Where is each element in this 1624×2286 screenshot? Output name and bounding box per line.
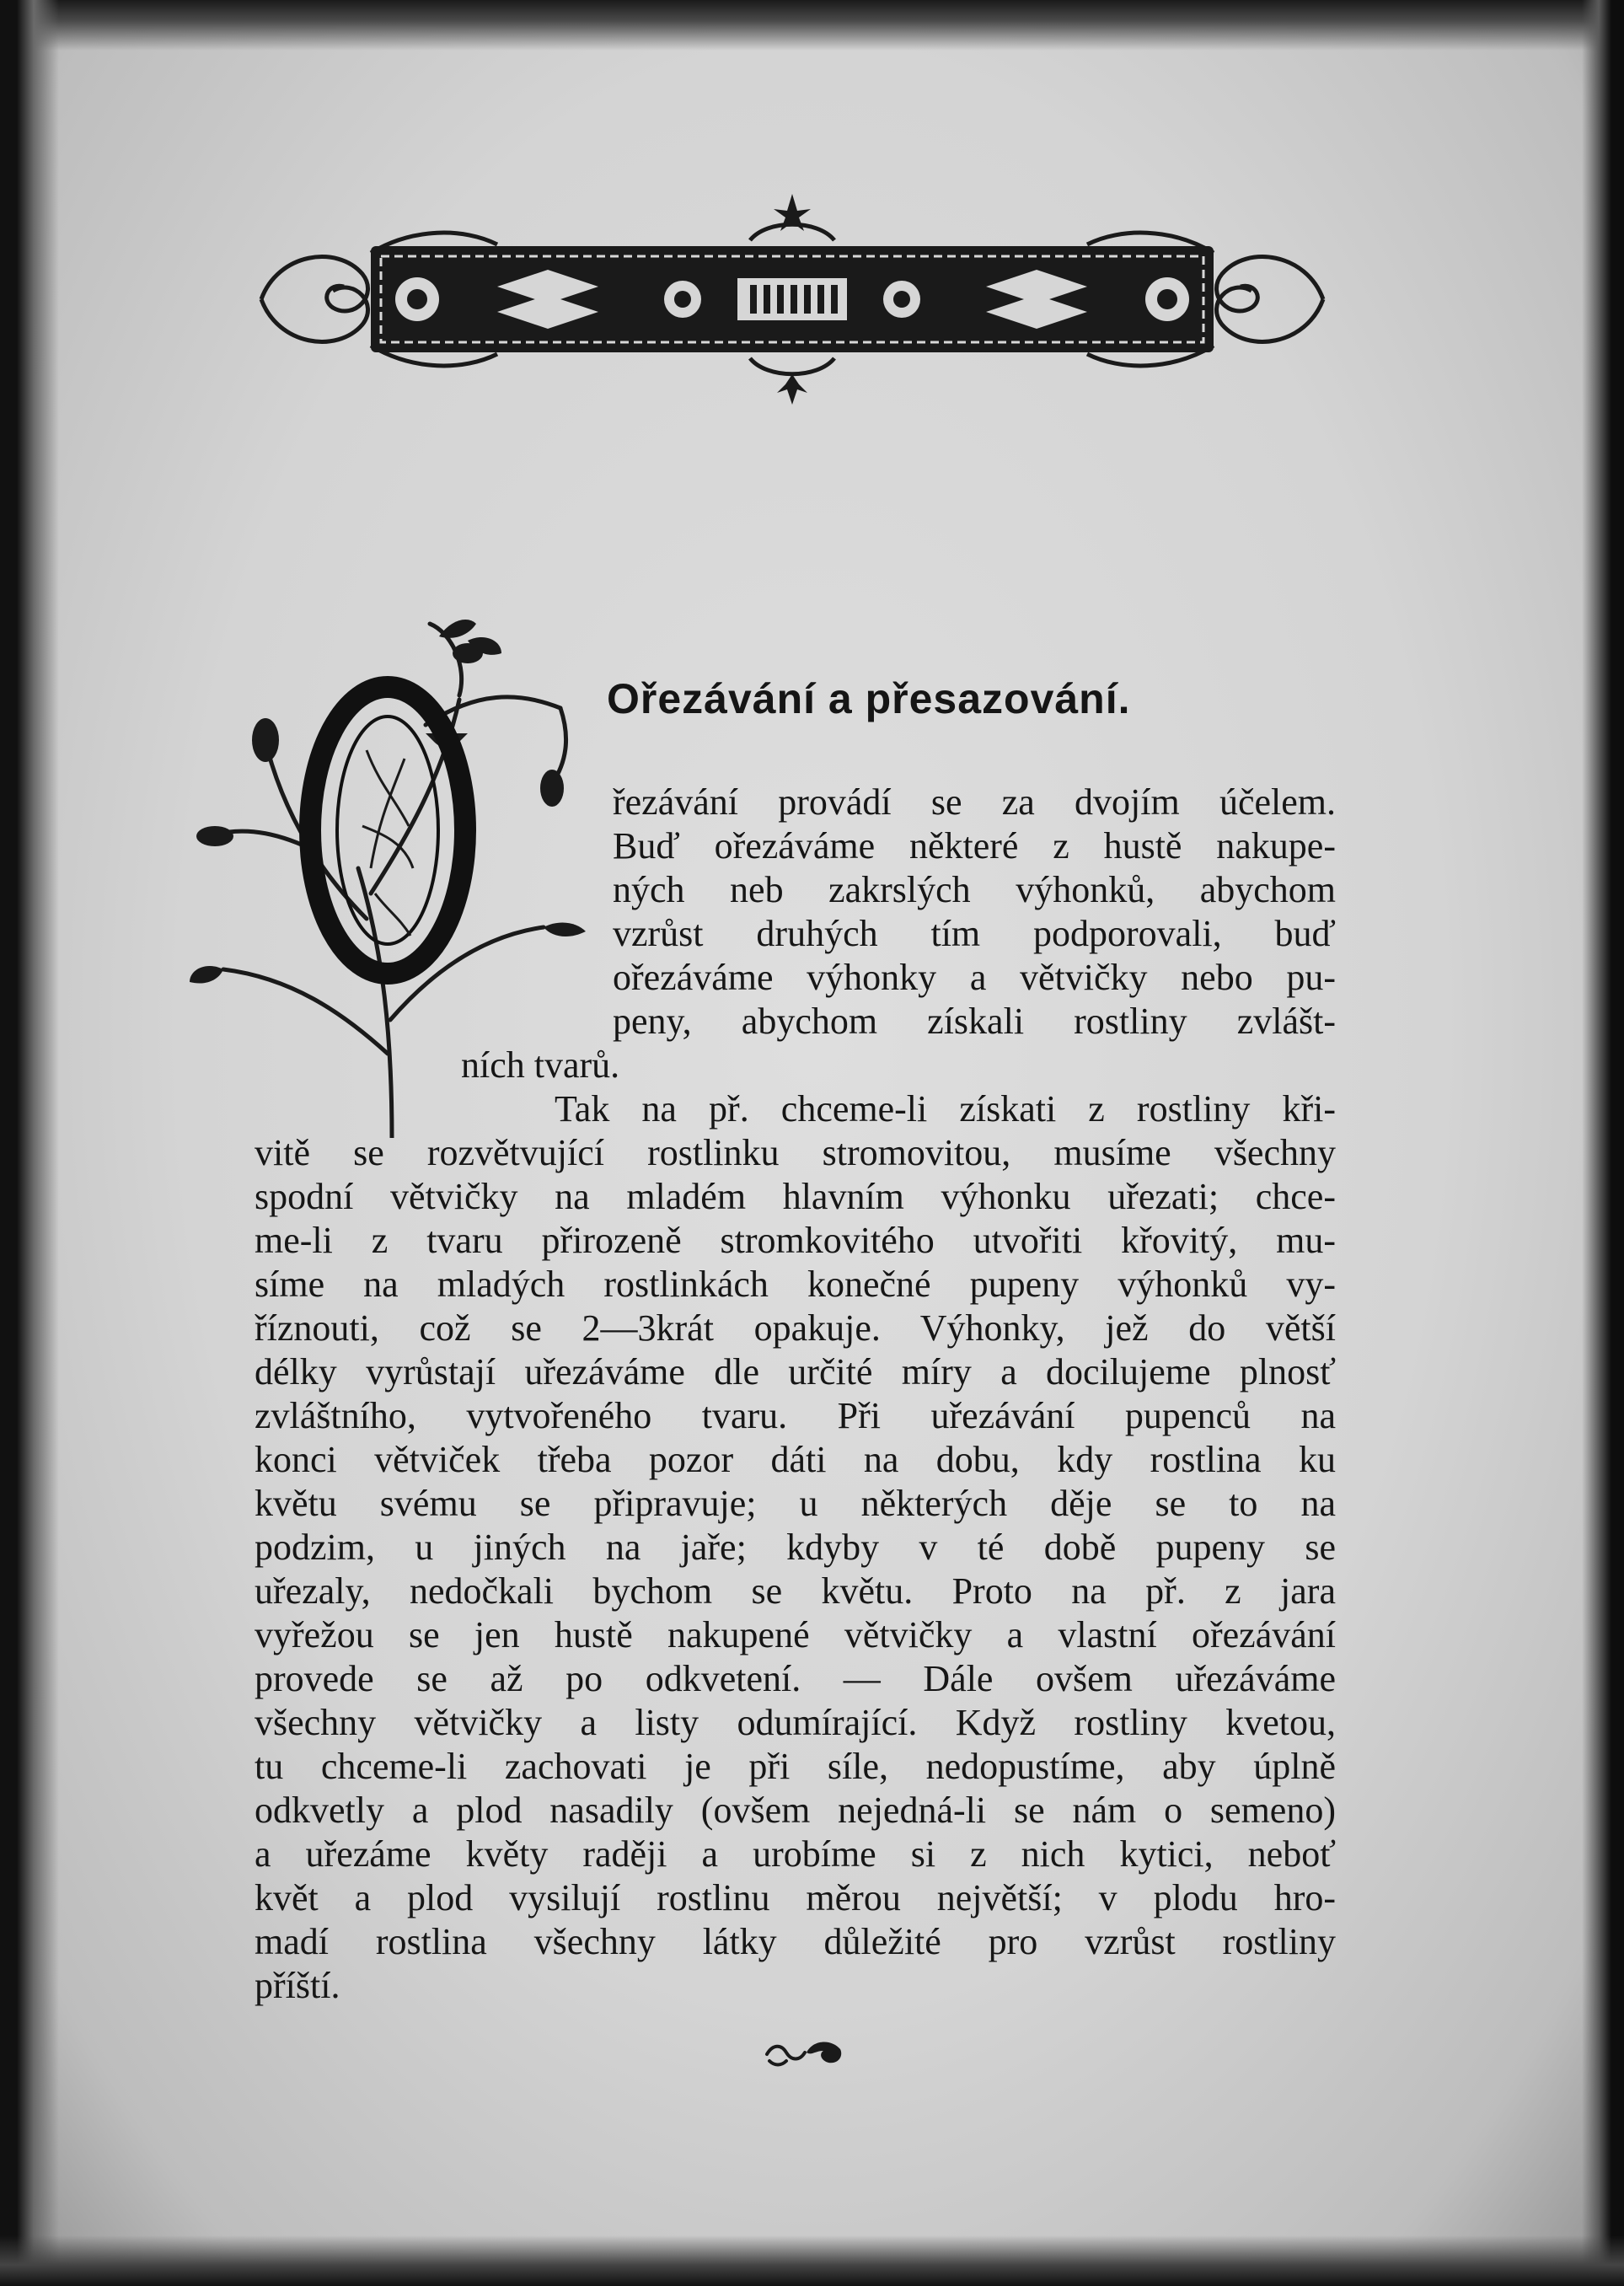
text-line: květ a plod vysilují rostlinu měrou největší; v plodu hro-: [255, 1877, 1336, 1918]
ornamental-headpiece: [244, 194, 1340, 405]
text-line: vzrůst druhých tím podporovali, buď: [613, 913, 1336, 954]
text-line: vyřežou se jen hustě nakupené větvičky a vlastní ořezávání: [255, 1614, 1336, 1655]
text-line: Tak na př. chceme-li získati z rostliny kři-: [555, 1088, 1336, 1130]
scan-edge-left: [0, 0, 59, 2286]
text-line: délky vyrůstají uřezáváme dle určité míry a docilujeme plnosť: [255, 1351, 1336, 1393]
text-line: ních tvarů.: [461, 1044, 620, 1086]
text-line: všechny větvičky a listy odumírající. Když rostliny kvetou,: [255, 1702, 1336, 1743]
text-line: tu chceme-li zachovati je při síle, nedopustíme, aby úplně: [255, 1746, 1336, 1787]
text-line: říznouti, což se 2—3krát opakuje. Výhonky, jež do větší: [255, 1307, 1336, 1349]
text-line: uřezaly, nedočkali bychom se květu. Proto na př. z jara: [255, 1570, 1336, 1612]
text-line: květu svému se připravuje; u některých děje se to na: [255, 1483, 1336, 1524]
scan-edge-right: [1582, 0, 1624, 2286]
text-line: spodní větvičky na mladém hlavním výhonku uřezati; chce-: [255, 1176, 1336, 1217]
drop-cap-letter: O: [388, 887, 394, 896]
text-line: me-li z tvaru přirozeně stromkovitého utvořiti křovitý, mu-: [255, 1220, 1336, 1261]
text-line: provede se až po odkvetení. — Dále ovšem uřezáváme: [255, 1658, 1336, 1699]
text-line: ořezáváme výhonky a větvičky nebo pu-: [613, 957, 1336, 998]
ornamental-tailpiece: [763, 2036, 847, 2069]
scan-edge-bottom: [0, 2235, 1624, 2286]
text-line: síme na mladých rostlinkách konečné pupeny výhonků vy-: [255, 1264, 1336, 1305]
text-line: a uřezáme květy raději a urobíme si z nich kytici, neboť: [255, 1833, 1336, 1875]
chapter-title: Ořezávání a přesazování.: [607, 675, 1131, 722]
text-line: madí rostlina všechny látky důležité pro vzrůst rostliny: [255, 1921, 1336, 1962]
scan-edge-top: [0, 0, 1624, 51]
text-line: zvláštního, vytvořeného tvaru. Při uřezávání pupenců na: [255, 1395, 1336, 1436]
text-line: peny, abychom získali rostliny zvlášt-: [613, 1001, 1336, 1042]
text-line: řezávání provádí se za dvojím účelem.: [613, 781, 1336, 823]
text-line: podzim, u jiných na jaře; kdyby v té době pupeny se: [255, 1527, 1336, 1568]
text-line: konci větviček třeba pozor dáti na dobu, kdy rostlina ku: [255, 1439, 1336, 1480]
text-line: Buď ořezáváme některé z hustě nakupe-: [613, 825, 1336, 867]
text-line: odkvetly a plod nasadily (ovšem nejedná-li se nám o semeno): [255, 1790, 1336, 1831]
text-line: příští.: [255, 1965, 340, 2006]
text-line: ných neb zakrslých výhonků, abychom: [613, 869, 1336, 910]
text-line: vitě se rozvětvující rostlinku stromovitou, musíme všechny: [255, 1132, 1336, 1173]
